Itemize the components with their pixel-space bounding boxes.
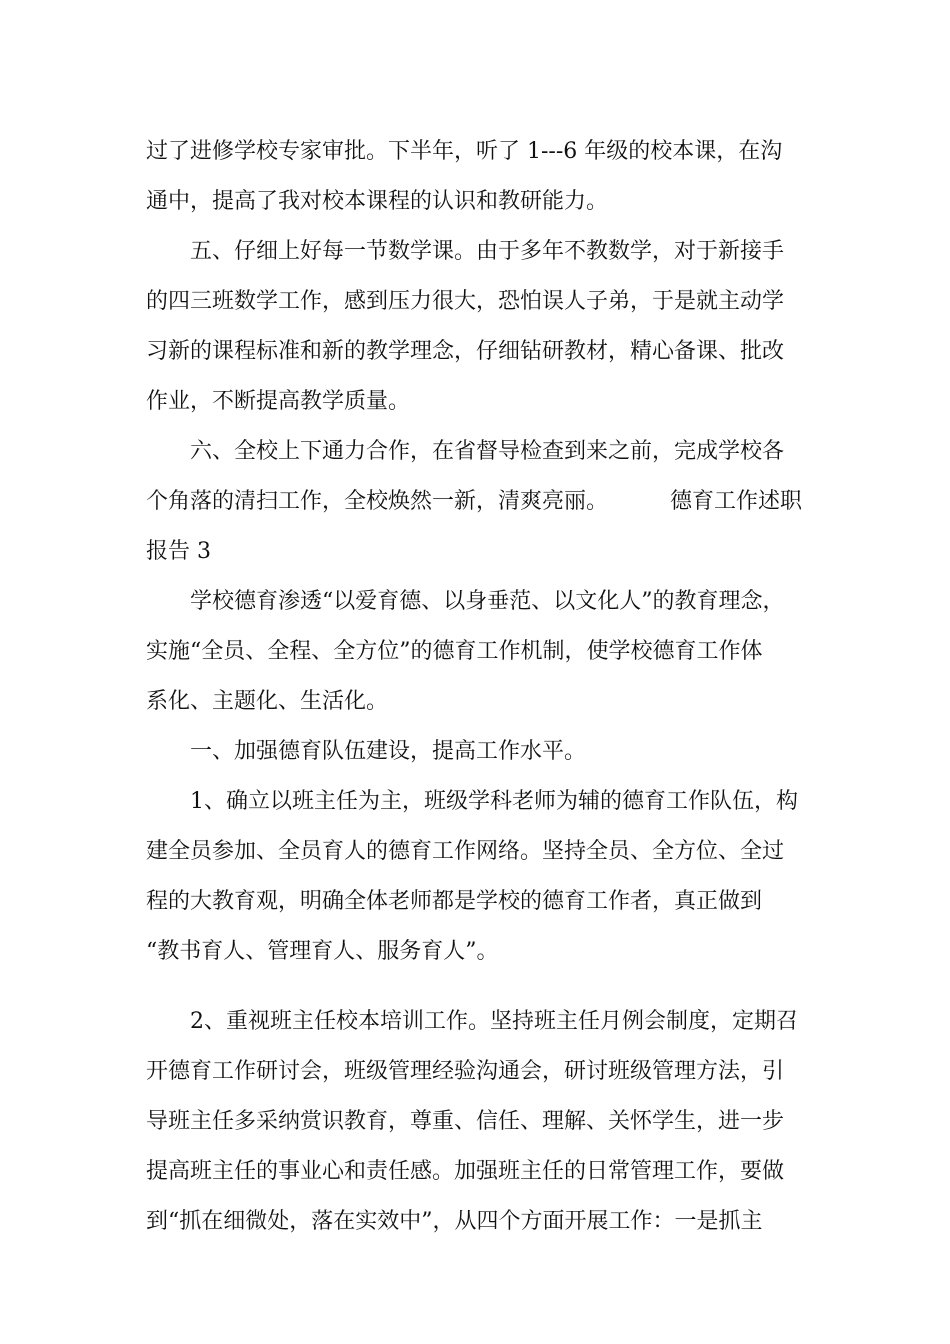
paragraph-first-line: 1、确立以班主任为主，班级学科老师为辅的德育工作队伍，构 xyxy=(190,789,798,814)
text-line: “教书育人、管理育人、服务育人”。 xyxy=(146,939,499,964)
subheading: 一、加强德育队伍建设，提高工作水平。 xyxy=(190,739,587,764)
text-line: 到“抓在细微处，落在实效中”，从四个方面开展工作：一是抓主 xyxy=(146,1209,763,1234)
text-line: 的四三班数学工作，感到压力很大，恐怕误人子弟，于是就主动学 xyxy=(146,289,785,314)
text-line-with-heading xyxy=(146,487,816,517)
paragraph-first-line: 2、重视班主任校本培训工作。坚持班主任月例会制度，定期召 xyxy=(190,1009,798,1034)
text-line: 实施“全员、全程、全方位”的德育工作机制，使学校德育工作体 xyxy=(146,639,763,664)
text-line: 过了进修学校专家审批。下半年，听了 1---6 年级的校本课，在沟 xyxy=(146,139,783,164)
text-segment: 个角落的清扫工作，全校焕然一新，清爽亮丽。 xyxy=(146,489,609,514)
section-heading-continuation: 报告 3 xyxy=(146,539,211,564)
text-line: 作业，不断提高教学质量。 xyxy=(146,389,411,414)
text-line: 开德育工作研讨会，班级管理经验沟通会，研讨班级管理方法，引 xyxy=(146,1059,785,1084)
paragraph-first-line: 学校德育渗透“以爱育德、以身垂范、以文化人”的教育理念， xyxy=(190,589,785,614)
text-line: 程的大教育观，明确全体老师都是学校的德育工作者，真正做到 xyxy=(146,889,763,914)
text-line: 习新的课程标准和新的教学理念，仔细钻研教材，精心备课、批改 xyxy=(146,339,785,364)
text-line: 系化、主题化、生活化。 xyxy=(146,689,389,714)
text-line: 导班主任多采纳赏识教育，尊重、信任、理解、关怀学生，进一步 xyxy=(146,1109,785,1134)
paragraph-first-line: 五、仔细上好每一节数学课。由于多年不教数学，对于新接手 xyxy=(190,239,785,264)
text-line: 提高班主任的事业心和责任感。加强班主任的日常管理工作，要做 xyxy=(146,1159,785,1184)
paragraph-first-line: 六、全校上下通力合作，在省督导检查到来之前，完成学校各 xyxy=(190,439,785,464)
text-line: 建全员参加、全员育人的德育工作网络。坚持全员、全方位、全过 xyxy=(146,839,785,864)
text-line: 通中，提高了我对校本课程的认识和教研能力。 xyxy=(146,189,609,214)
section-heading: 德育工作述职 xyxy=(670,489,803,514)
